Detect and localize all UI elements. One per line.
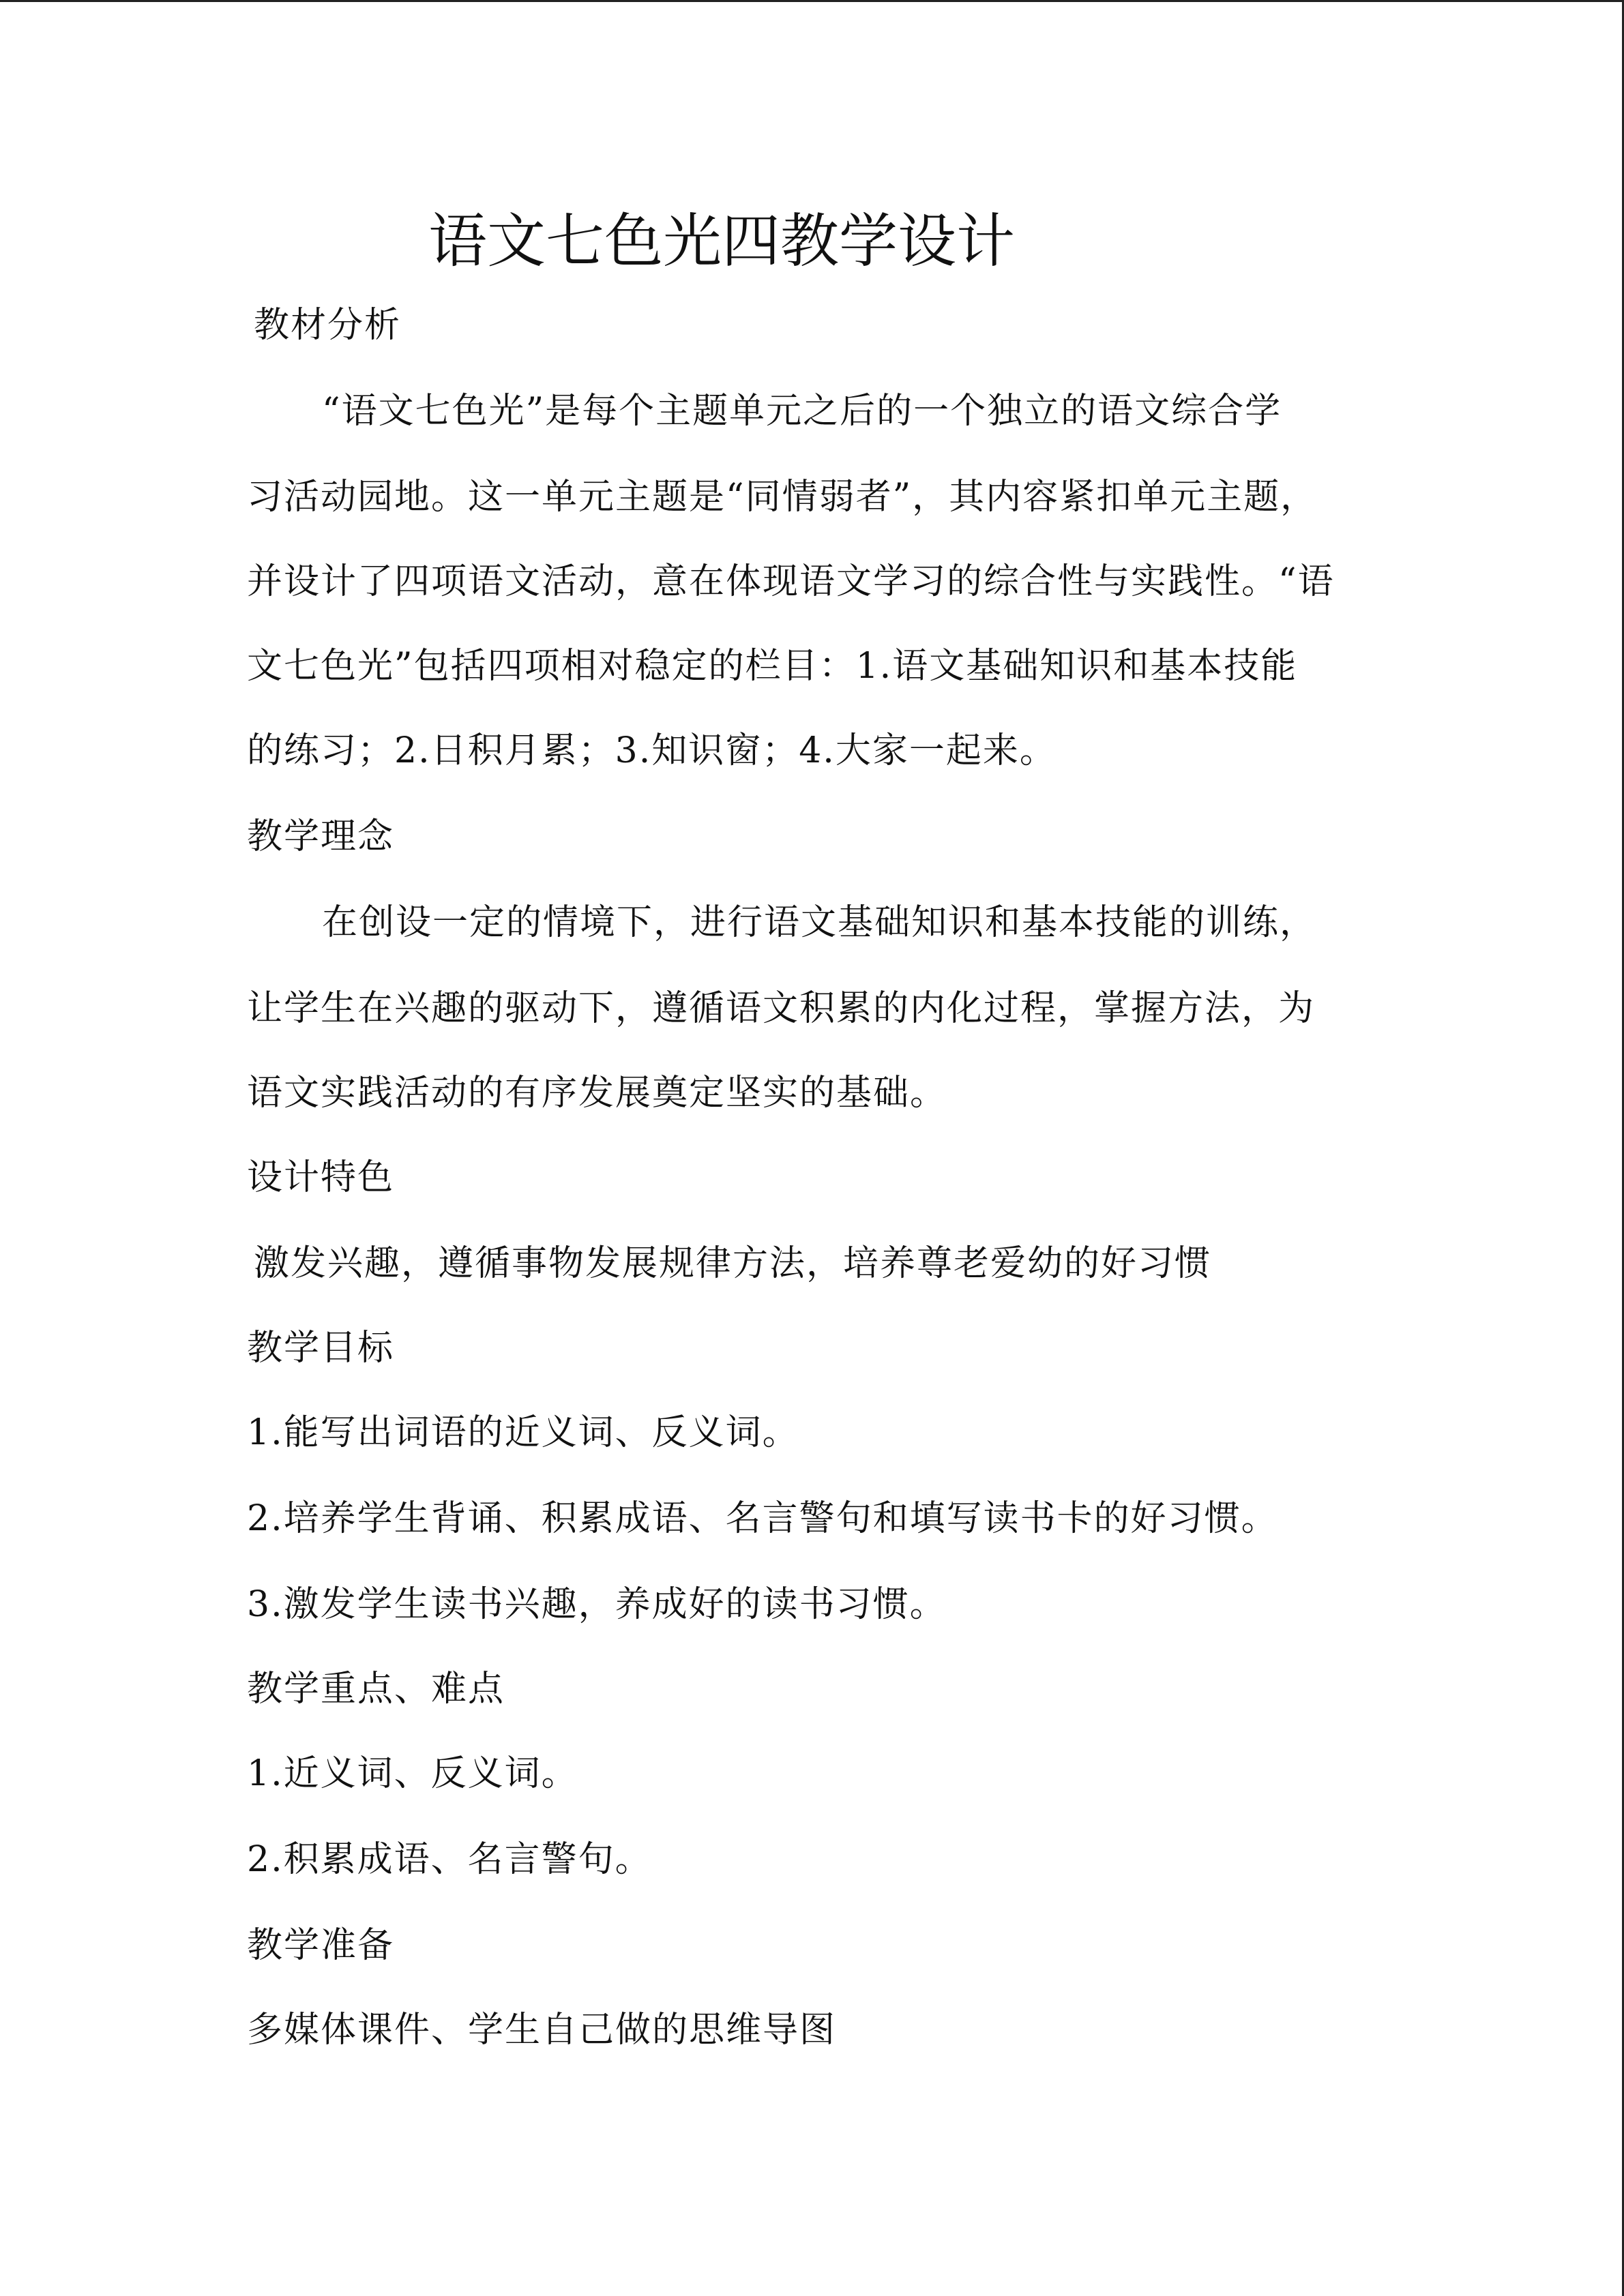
paragraph-line: 并设计了四项语文活动，意在体现语文学习的综合性与实践性。“语 bbox=[247, 561, 1335, 602]
paragraph-line: 的练习；2.日积月累；3.知识窗；4.大家一起来。 bbox=[247, 730, 1057, 771]
list-item: 2.积累成语、名言警句。 bbox=[247, 1839, 652, 1880]
heading-teaching-preparation: 教学准备 bbox=[247, 1925, 395, 1966]
list-item: 1.近义词、反义词。 bbox=[247, 1753, 578, 1794]
paragraph-line: 让学生在兴趣的驱动下，遵循语文积累的内化过程，掌握方法，为 bbox=[247, 988, 1316, 1029]
paragraph-line: 语文实践活动的有序发展奠定坚实的基础。 bbox=[247, 1073, 947, 1114]
paragraph-line: “语文七色光”是每个主题单元之后的一个独立的语文综合学 bbox=[322, 391, 1282, 432]
paragraph-line: 文七色光”包括四项相对稳定的栏目：1.语文基础知识和基本技能 bbox=[247, 646, 1298, 687]
heading-teaching-concept: 教学理念 bbox=[247, 816, 395, 857]
list-item: 2.培养学生背诵、积累成语、名言警句和填写读书卡的好习惯。 bbox=[247, 1498, 1278, 1539]
heading-key-difficult-points: 教学重点、难点 bbox=[247, 1669, 505, 1710]
list-item: 3.激发学生读书兴趣，养成好的读书习惯。 bbox=[247, 1584, 947, 1625]
paragraph-line: 习活动园地。这一单元主题是“同情弱者”，其内容紧扣单元主题， bbox=[247, 477, 1318, 518]
heading-teaching-goals: 教学目标 bbox=[247, 1328, 395, 1369]
paragraph-line: 激发兴趣，遵循事物发展规律方法，培养尊老爱幼的好习惯 bbox=[254, 1243, 1212, 1284]
document-title: 语文七色光四教学设计 bbox=[428, 207, 1015, 275]
list-item: 1.能写出词语的近义词、反义词。 bbox=[247, 1412, 799, 1453]
paragraph-line: 多媒体课件、学生自己做的思维导图 bbox=[247, 2010, 837, 2051]
heading-textbook-analysis: 教材分析 bbox=[254, 305, 402, 346]
heading-design-features: 设计特色 bbox=[247, 1157, 395, 1198]
paragraph-line: 在创设一定的情境下，进行语文基础知识和基本技能的训练， bbox=[322, 902, 1317, 943]
